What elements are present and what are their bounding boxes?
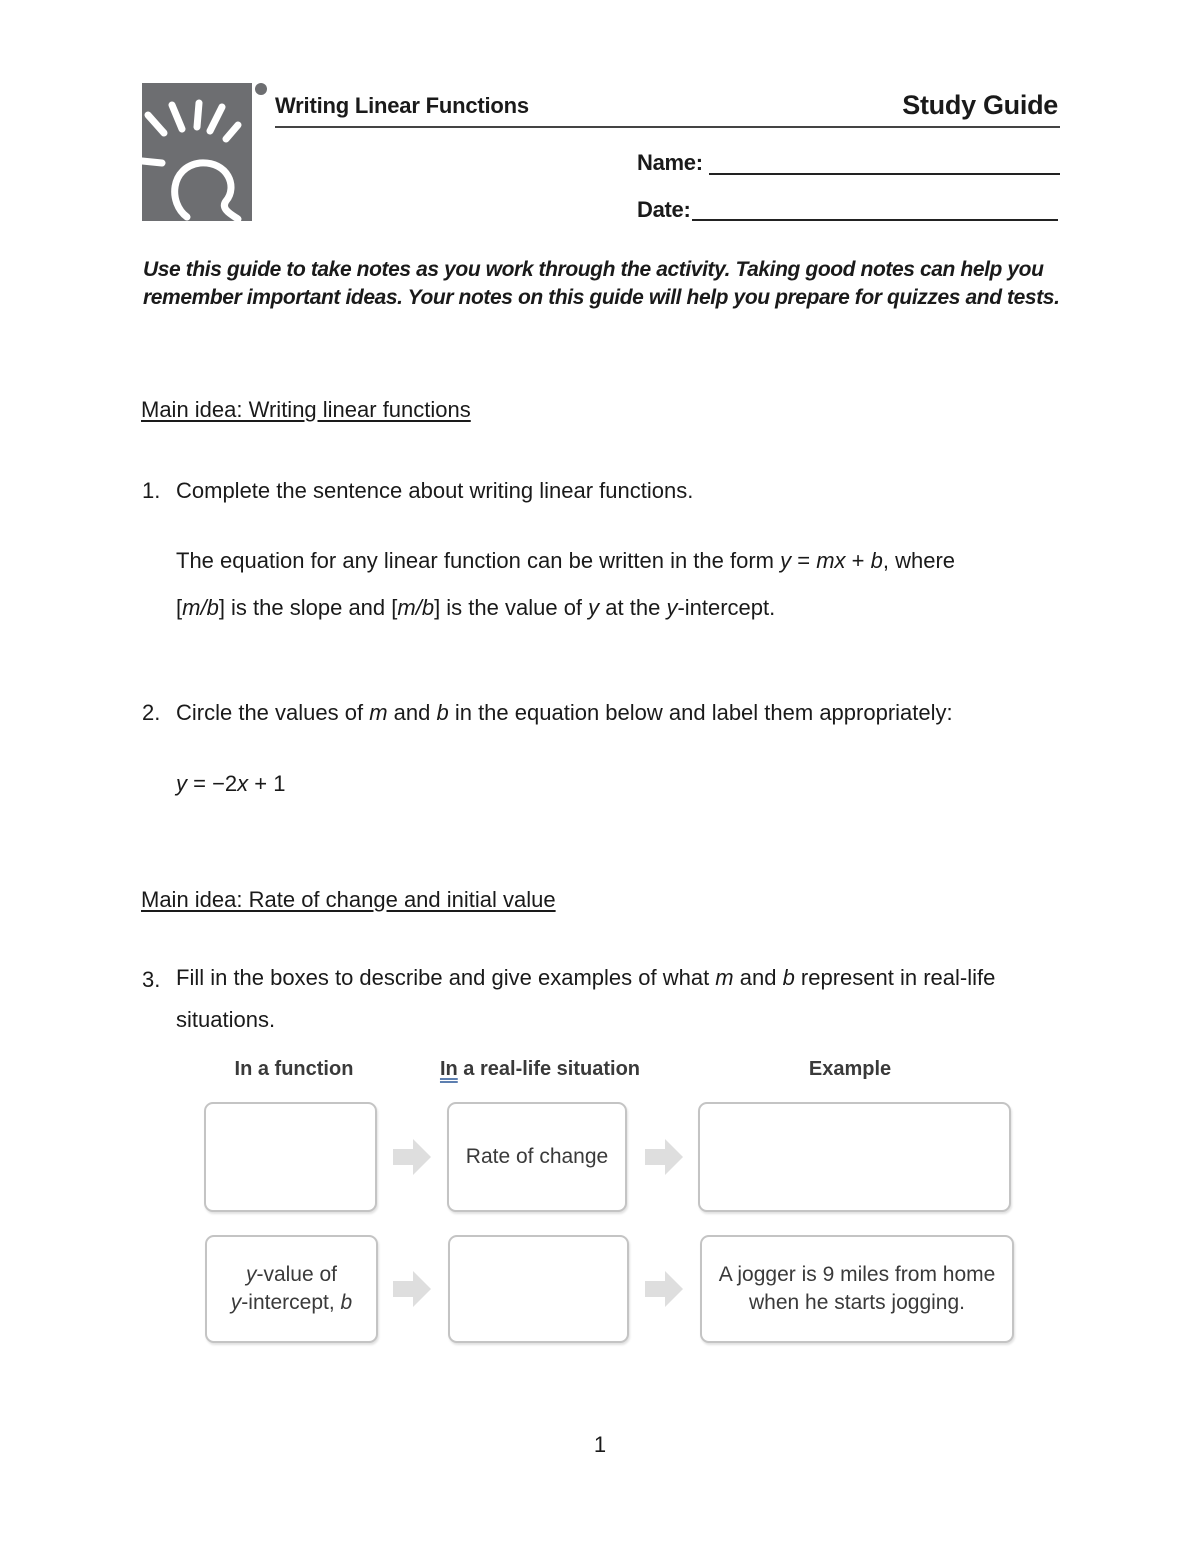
column-header-real-life: In a real-life situation (439, 1058, 641, 1080)
logo-dot (255, 83, 267, 95)
right-arrow-icon (393, 1139, 431, 1175)
column-header-example: Example (808, 1058, 892, 1080)
question-number: 3. (142, 967, 161, 992)
intercept-choice-dropdown[interactable]: m/b (397, 595, 435, 620)
date-label: Date: (637, 197, 691, 222)
right-arrow-icon (393, 1271, 431, 1307)
column-header-function: In a function (234, 1058, 354, 1080)
header-divider (275, 126, 1060, 128)
document-title: Writing Linear Functions (275, 93, 529, 118)
page-number: 1 (593, 1432, 607, 1457)
right-arrow-icon (645, 1139, 683, 1175)
question-1-prompt: Complete the sentence about writing linear functions. (176, 478, 694, 503)
study-guide-label: Study Guide (902, 90, 1058, 120)
question-3-prompt: Fill in the boxes to describe and give examples of what m and b represent in real-life situations. (176, 965, 996, 1032)
question-2-prompt: Circle the values of m and b in the equation below and label them appropriately: (176, 700, 953, 725)
question-2-equation[interactable]: y = −2x + 1 (176, 771, 286, 796)
box-y-intercept: y-value of y-intercept, b (205, 1235, 378, 1343)
answer-box-function-slope[interactable] (204, 1102, 377, 1212)
answer-box-initial-value[interactable] (448, 1235, 629, 1343)
question-1-sentence-line-2: [m/b] is the slope and [m/b] is the value of y at the y-intercept. (176, 595, 776, 620)
name-field[interactable] (709, 173, 1060, 175)
question-1-sentence-line-1: The equation for any linear function can be written in the form y = mx + b, where (176, 548, 956, 573)
box-jogger-example: A jogger is 9 miles from home when he starts jogging. (700, 1235, 1014, 1343)
question-number: 1. (142, 478, 161, 503)
section-heading-rate-of-change: Main idea: Rate of change and initial value (141, 887, 556, 912)
slope-choice-dropdown[interactable]: m/b (182, 595, 219, 620)
intro-instructions: Use this guide to take notes as you work through the activity. Taking good notes can help you remember important ideas. Your notes on this guide will help you prepare for quizzes and tests. (143, 258, 1060, 309)
box-rate-of-change: Rate of change (447, 1102, 627, 1212)
right-arrow-icon (645, 1271, 683, 1307)
section-heading-writing-linear-functions: Main idea: Writing linear functions (141, 397, 471, 422)
question-number: 2. (142, 700, 161, 725)
name-label: Name: (637, 150, 703, 175)
date-field[interactable] (692, 219, 1058, 221)
answer-box-slope-example[interactable] (698, 1102, 1011, 1212)
logo-icon (142, 83, 252, 221)
